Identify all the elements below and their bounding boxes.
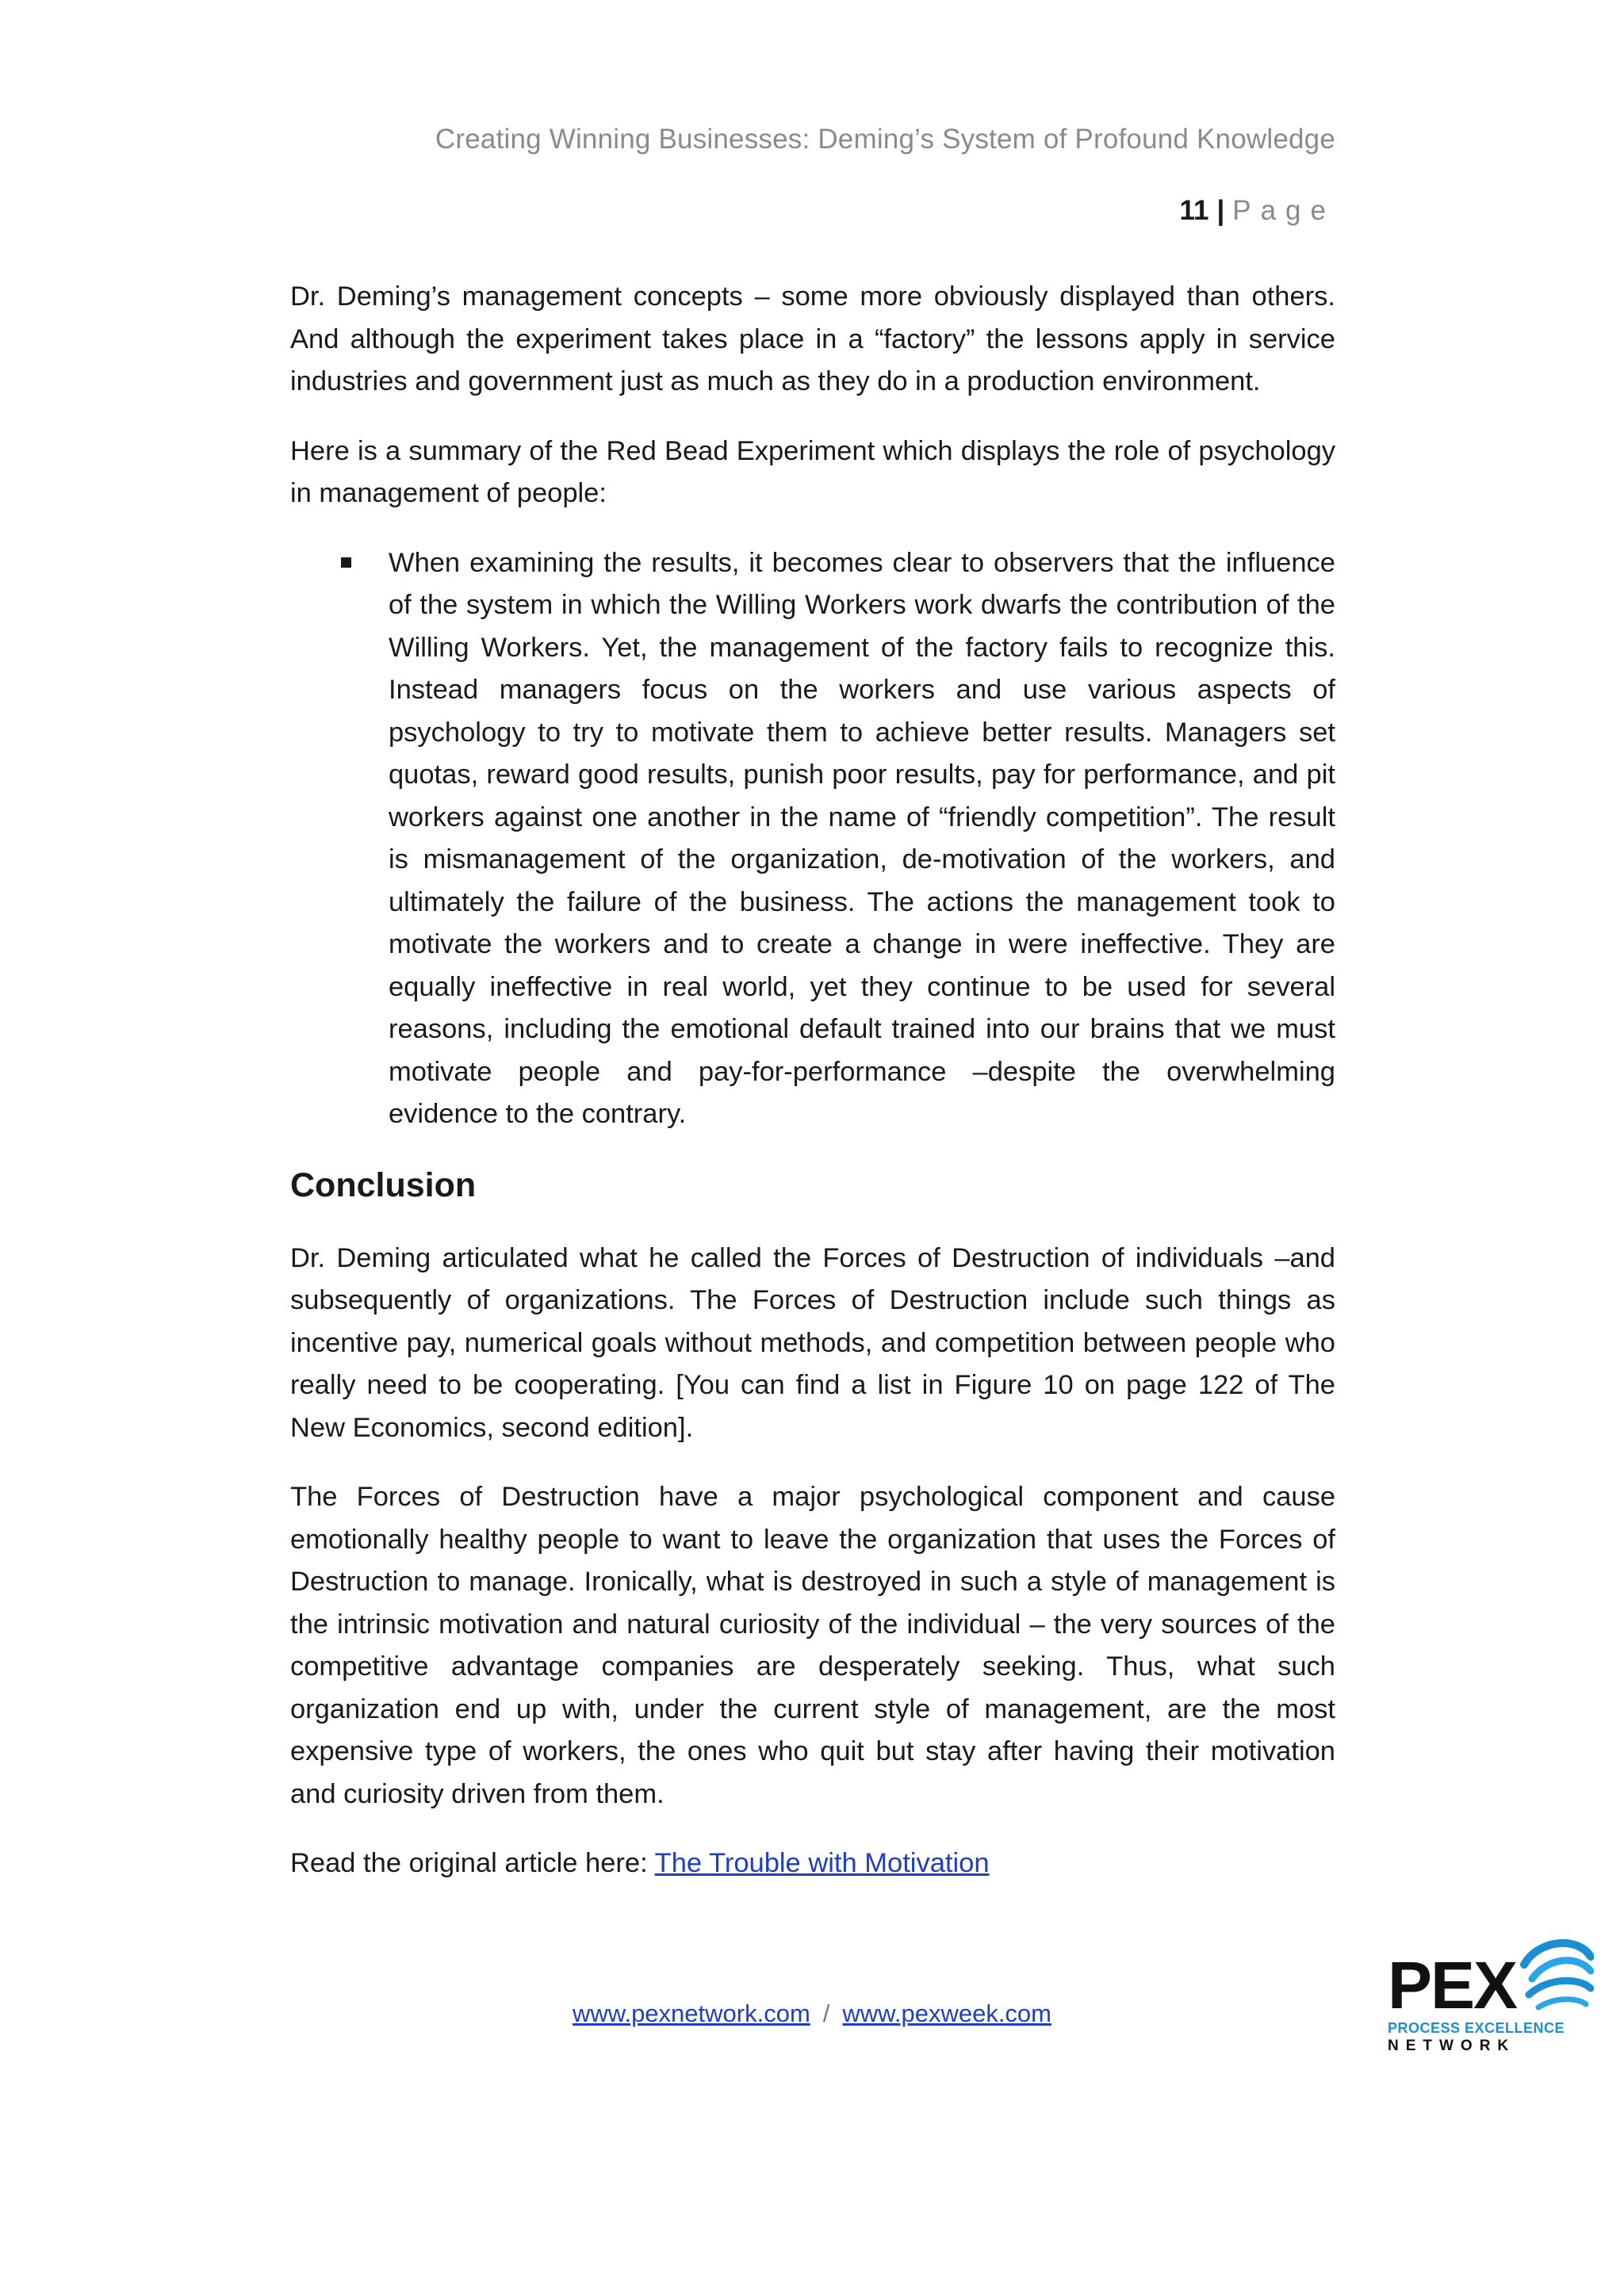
page-footer (0, 1999, 1624, 2028)
paragraph-intro: Dr. Deming’s management concepts – some more obviously displayed than others. And although the experiment takes place in a “factory” the lessons apply in service industries and government just as much as they do in a production environment. (290, 281, 1335, 396)
bullet-text: When examining the results, it becomes clear to observers that the influence of the system in which the Willing Workers work dwarfs the contribution of the Willing Workers. Yet, the management of the factory fails to recognize this. Instead managers focus on the workers and use various aspects of psychology to try to motivate them to achieve better results. Managers set quotas, reward good results, punish poor results, pay for performance, and pit workers against one another in the name of “friendly competition”. The result is mismanagement of the organization, de-motivation of the workers, and ultimately the failure of the business. The actions the management took to motivate the workers and to create a change in were ineffective. They are equally ineffective in real world, yet they continue to be used for several reasons, including the emotional default trained into our brains that we must motivate people and pay-for-performance –despite the overwhelming evidence to the contrary. (389, 547, 1335, 1129)
square-bullet-icon (341, 557, 351, 568)
paragraph-read-original (290, 1843, 1335, 1885)
pex-logo (1381, 1933, 1595, 2060)
logo-wordmark: PEX (1388, 1948, 1517, 2022)
paragraph-psychological-component: The Forces of Destruction have a major psychological component and cause emotionally healthy people to want to leave the organization that uses the Forces of Destruction to manage. Ironically, what is destroyed in such a style of management is the intrinsic motivation and natural curiosity of the individual – the very sources of the competitive advantage companies are desperately seeking. Thus, what such organization end up with, under the current style of management, are the most expensive type of workers, the ones who quit but stay after having their motivation and curiosity driven from them. (290, 1482, 1335, 1809)
footer-link-pexweek[interactable]: www.pexweek.com (842, 1999, 1051, 2027)
logo-tagline-process-excellence: PROCESS EXCELLENCE (1388, 2020, 1565, 2036)
main-content (290, 276, 1335, 1912)
article-link[interactable]: The Trouble with Motivation (654, 1848, 990, 1878)
page-number-separator: | (1216, 195, 1225, 226)
page-word: Page (1232, 195, 1335, 226)
read-original-prefix: Read the original article here: (290, 1848, 655, 1878)
bullet-item (389, 542, 1335, 1136)
paragraph-forces-of-destruction: Dr. Deming articulated what he called the Forces of Destruction of individuals –and subsequently of organizations. The Forces of Destruction include such things as incentive pay, numerical goals without methods, and competition between people who really need to be cooperating. [You can find a list in Figure 10 on page 122 of The New Economics, second edition]. (290, 1242, 1335, 1443)
page-number (1179, 195, 1335, 227)
logo-tagline-network: NETWORK (1388, 2038, 1516, 2054)
paragraph-summary-lead: Here is a summary of the Red Bead Experiment which displays the role of psychology in management of people: (290, 435, 1335, 508)
footer-link-pexnetwork[interactable]: www.pexnetwork.com (573, 1999, 810, 2027)
running-header: Creating Winning Businesses: Deming’s System of Profound Knowledge (435, 124, 1335, 155)
globe-swoosh-icon (1515, 1933, 1594, 2020)
section-heading-conclusion: Conclusion (290, 1165, 477, 1204)
page-number-value: 11 (1179, 195, 1209, 226)
footer-separator: / (822, 1999, 830, 2027)
bullet-list (290, 542, 1335, 1136)
